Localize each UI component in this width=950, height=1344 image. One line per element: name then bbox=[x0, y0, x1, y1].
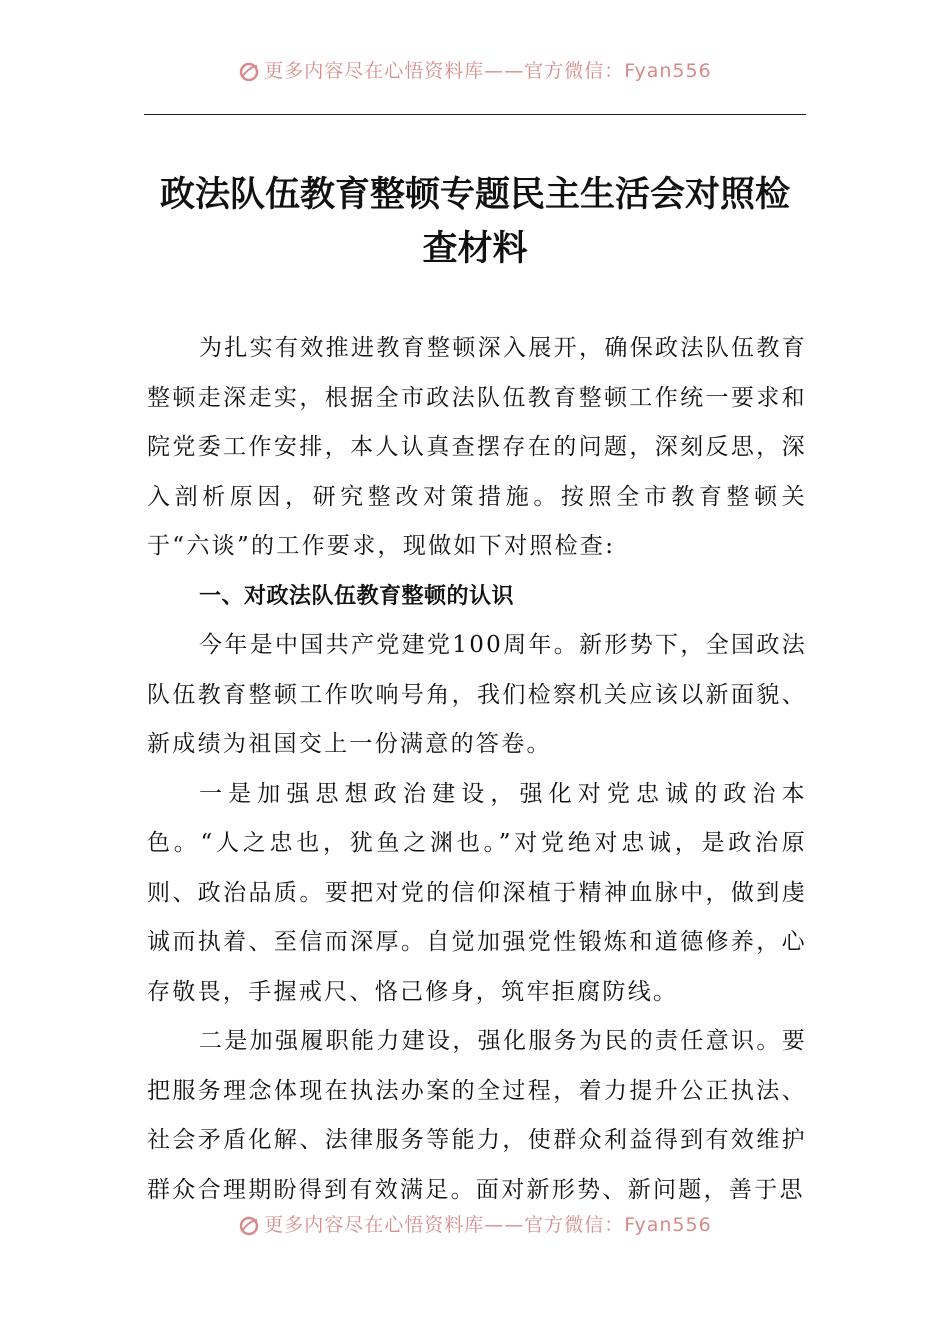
watermark-text: 更多内容尽在心悟资料库——官方微信：Fyan556 bbox=[264, 1214, 712, 1236]
watermark-header bbox=[0, 56, 950, 83]
watermark-text: 更多内容尽在心悟资料库——官方微信：Fyan556 bbox=[264, 60, 712, 82]
header-divider bbox=[144, 114, 806, 115]
section-paragraph: 一是加强思想政治建设，强化对党忠诚的政治本色。“人之忠也，犹鱼之渊也。”对党绝对忠诚，是政治原则、政治品质。要把对党的信仰深植于精神血脉中，做到虔诚而执着、至信而深厚。自觉加强党性锻炼和道德修养，心存敬畏，手握戒尺、恪己修身，筑牢拒腐防线。 bbox=[147, 780, 807, 1005]
document-body bbox=[147, 324, 807, 1215]
document-title: 政法队伍教育整顿专题民主生活会对照检查材料 bbox=[159, 174, 790, 269]
section-paragraph: 二是加强履职能力建设，强化服务为民的责任意识。要把服务理念体现在执法办案的全过程，着力提升公正执法、社会矛盾化解、法律服务等能力，使群众利益得到有效维护群众合理期盼得到有效满足。面对新形势、新问题，善于思 bbox=[147, 1028, 807, 1203]
watermark-footer bbox=[0, 1210, 950, 1237]
logo-icon bbox=[238, 61, 260, 83]
section-paragraph: 今年是中国共产党建党100周年。新形势下，全国政法队伍教育整顿工作吹响号角，我们检察机关应该以新面貌、新成绩为祖国交上一份满意的答卷。 bbox=[147, 632, 807, 757]
intro-paragraph: 为扎实有效推进教育整顿深入展开，确保政法队伍教育整顿走深走实，根据全市政法队伍教育整顿工作统一要求和院党委工作安排，本人认真查摆存在的问题，深刻反思，深入剖析原因，研究整改对策措施。按照全市教育整顿关于“六谈”的工作要求，现做如下对照检查: bbox=[147, 335, 807, 559]
section-heading: 一、对政法队伍教育整顿的认识 bbox=[199, 583, 515, 609]
logo-icon bbox=[238, 1215, 260, 1237]
